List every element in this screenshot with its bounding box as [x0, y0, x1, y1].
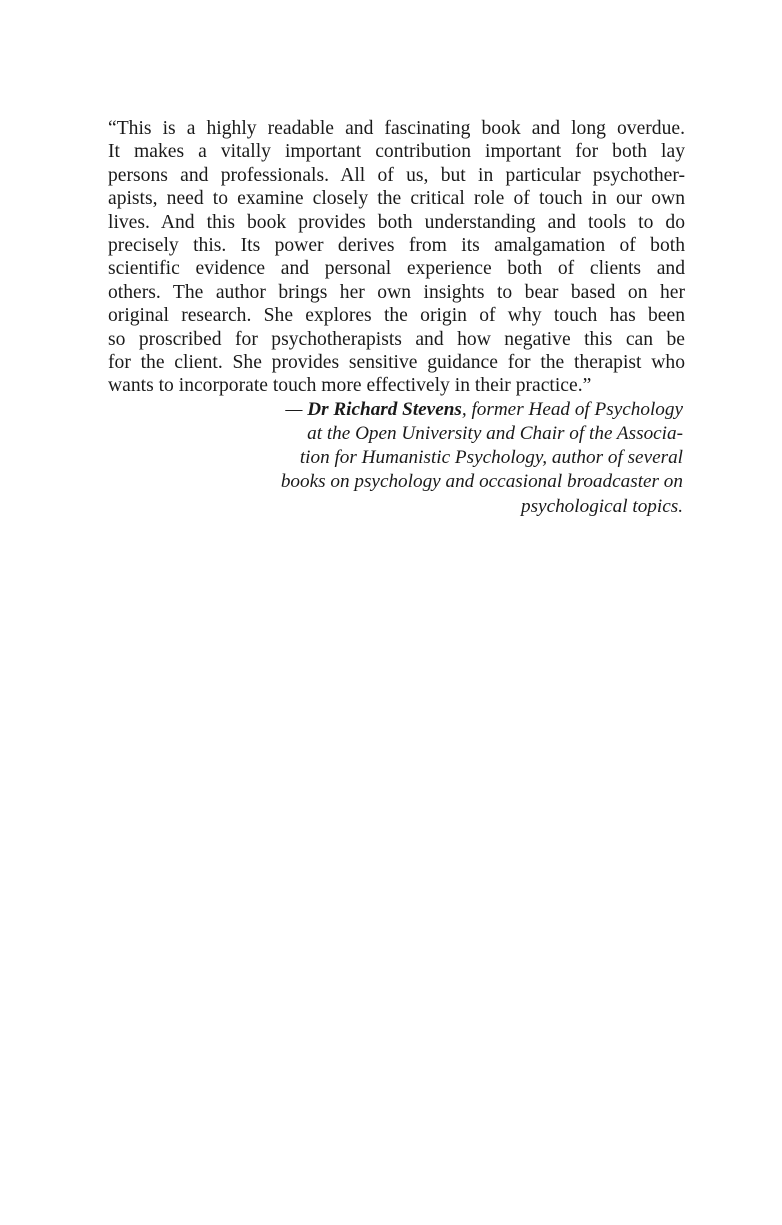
attribution-line: at the Open University and Chair of the Associa- [307, 423, 683, 445]
attribution-dash: — [285, 398, 308, 420]
quote-line: so proscribed for psychotherapists and how negative this can be [108, 328, 685, 350]
attribution-line: tion for Humanistic Psychology, author of several [299, 447, 683, 469]
quote-line: “This is a highly readable and fascinating book and long overdue. [108, 118, 685, 139]
attribution-line [108, 398, 683, 422]
quote-line: persons and professionals. All of us, but in particular psychother- [108, 164, 685, 186]
endorsement-page [108, 117, 685, 519]
attribution-text: , former Head of Psychology [461, 398, 683, 420]
attribution-name: Dr Richard Stevens [307, 398, 462, 420]
quote-line: wants to incorporate touch more effectively in their practice.” [108, 375, 592, 397]
quote-line: precisely this. Its power derives from its amalgamation of both [108, 235, 685, 257]
quote-line: apists, need to examine closely the critical role of touch in our own [108, 188, 685, 210]
attribution-line: books on psychology and occasional broadcaster on [280, 471, 683, 493]
quote-line: scientific evidence and personal experience both of clients and [108, 258, 685, 280]
quote-line: for the client. She provides sensitive guidance for the therapist who [108, 352, 685, 374]
quote-line: It makes a vitally important contribution important for both lay [108, 141, 685, 163]
endorsement-attribution [108, 398, 685, 519]
quote-line: others. The author brings her own insights to bear based on her [108, 281, 685, 303]
quote-line: original research. She explores the origin of why touch has been [108, 305, 685, 327]
attribution-line: psychological topics. [521, 495, 683, 517]
quote-line: lives. And this book provides both understanding and tools to do [108, 211, 685, 233]
endorsement-quote [108, 117, 685, 398]
